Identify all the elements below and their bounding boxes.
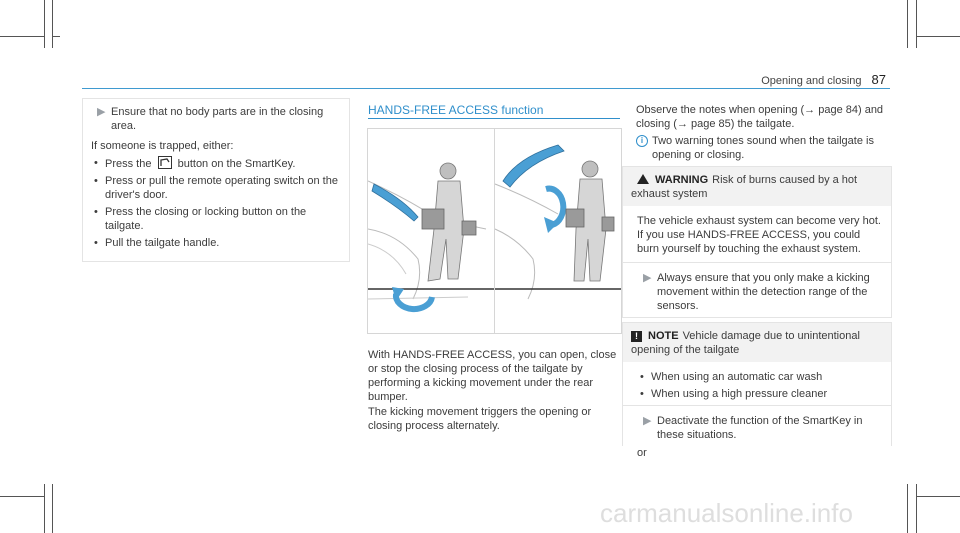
step-arrow-icon: ▶ [643, 272, 652, 284]
warning-label: WARNING [655, 174, 709, 186]
crop-mark [907, 484, 908, 533]
warning-header [623, 167, 891, 206]
crop-mark [0, 496, 44, 497]
section-rule [368, 118, 620, 119]
note-header [623, 323, 891, 362]
note-icon: ! [631, 331, 642, 342]
note-step: ▶ Deactivate the function of the SmartKey in these situations. [643, 415, 863, 441]
note-label: NOTE [648, 330, 679, 342]
page-number: 87 [871, 72, 886, 87]
crop-mark [52, 484, 53, 533]
note-box [622, 322, 892, 459]
warning-title: Risk of burns caused by a hot exhaust system [631, 174, 858, 200]
note-trailing: or [637, 447, 647, 459]
crop-mark [44, 0, 45, 48]
intro-text: If someone is trapped, either: [91, 140, 234, 152]
crop-mark [916, 496, 960, 497]
tailgate-key-icon [158, 156, 172, 169]
warning-icon [637, 174, 649, 184]
figure-divider [494, 129, 495, 333]
crop-mark [916, 36, 960, 37]
warning-body: The vehicle exhaust system can become very hot. If you use HANDS-FREE ACCESS, you could burn yourself by touching the exhaust system. [637, 215, 881, 255]
running-header [761, 73, 886, 88]
section-title: HANDS-FREE ACCESS function [368, 103, 544, 117]
step-item [97, 105, 337, 133]
warning-step: ▶ Always ensure that you only make a kicking movement within the detection range of the sensors. [643, 272, 870, 312]
list-item: • When using an automatic car wash [637, 370, 883, 384]
list-item: • Press or pull the remote operating switch on the driver's door. [91, 174, 341, 202]
hands-free-illustration [367, 128, 622, 334]
header-rule [82, 88, 890, 89]
observe-notes-text: Observe the notes when opening (→ page 84) and closing (→ page 85) the tailgate. [636, 104, 884, 130]
watermark: carmanualsonline.info [600, 498, 853, 528]
list-item: • Press the closing or locking button on the tailgate. [91, 205, 341, 233]
crop-mark [44, 484, 45, 533]
info-item [636, 134, 890, 162]
warning-box [622, 166, 892, 318]
note-title: Vehicle damage due to unintentional opening of the tailgate [631, 330, 860, 356]
crop-mark [0, 36, 44, 37]
list-item: • Pull the tailgate handle. [91, 236, 341, 250]
list-item: • When using a high pressure cleaner [637, 387, 883, 401]
section-name: Opening and closing [761, 75, 862, 87]
info-icon: i [636, 135, 648, 147]
middle-paragraph-2: The kicking movement triggers the opening or closing process alternately. [368, 406, 592, 432]
crop-mark [52, 0, 53, 48]
trapped-instructions-box [82, 98, 350, 262]
step-arrow-icon: ▶ [97, 106, 106, 118]
info-text: Two warning tones sound when the tailgate is opening or closing. [652, 135, 874, 161]
crop-mark [52, 36, 60, 37]
list-item: • Press the button on the SmartKey. [91, 156, 341, 171]
crop-mark [907, 0, 908, 48]
step-text: Ensure that no body parts are in the closing area. [111, 106, 324, 132]
middle-paragraph-1: With HANDS-FREE ACCESS, you can open, close or stop the closing process of the tailgate by performing a kicking movement under the rear bumper. [368, 349, 617, 403]
crop-mark [916, 484, 917, 533]
crop-mark [916, 0, 917, 48]
step-arrow-icon: ▶ [643, 415, 652, 427]
